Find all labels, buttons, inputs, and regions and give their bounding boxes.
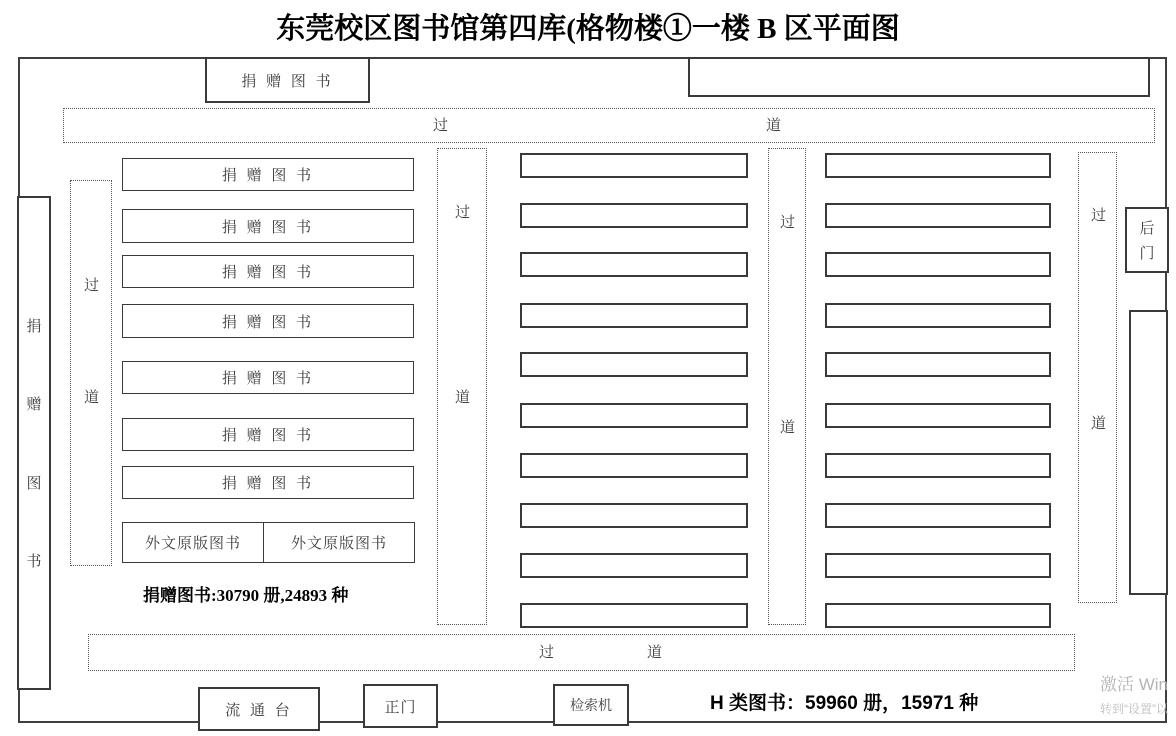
back-door-char: 后 bbox=[1139, 221, 1155, 237]
windows-activation-watermark bbox=[1100, 670, 1168, 717]
top-donation-shelf-label: 捐 赠 图 书 bbox=[241, 73, 334, 90]
bookshelf bbox=[825, 352, 1051, 377]
bookshelf bbox=[825, 603, 1051, 628]
bookshelf bbox=[520, 252, 748, 277]
top-right-shelf bbox=[688, 57, 1150, 97]
left-wall-donation-shelf bbox=[17, 196, 51, 690]
corridor-bottom bbox=[88, 634, 1075, 671]
aisle-right bbox=[1078, 152, 1117, 603]
bookshelf bbox=[520, 303, 748, 328]
aisle-left-label-guo: 过 bbox=[84, 278, 100, 294]
aisle-middle-1 bbox=[437, 148, 487, 625]
left-wall-char: 图 bbox=[26, 475, 42, 492]
corridor-bottom-label-guo: 过 bbox=[539, 645, 555, 661]
donation-shelf-label: 捐 赠 图 书 bbox=[221, 428, 315, 444]
search-machine-box bbox=[553, 684, 629, 726]
h-class-stats-text: H 类图书：59960 册，15971 种 bbox=[710, 693, 979, 714]
foreign-books-label: 外文原版图书 bbox=[144, 536, 241, 552]
bookshelf bbox=[825, 203, 1051, 228]
left-wall-char: 赠 bbox=[26, 397, 42, 414]
page-title: 东莞校区图书馆第四库(格物楼①一楼 B 区平面图 bbox=[276, 13, 900, 45]
aisle-middle-2 bbox=[768, 148, 806, 625]
aisle-left-label-dao: 道 bbox=[84, 390, 100, 406]
bookshelf bbox=[520, 153, 748, 178]
foreign-books-label: 外文原版图书 bbox=[290, 536, 387, 552]
main-gate-box bbox=[363, 684, 438, 728]
bookshelf bbox=[825, 153, 1051, 178]
donation-shelf bbox=[122, 304, 414, 338]
bookshelf bbox=[520, 203, 748, 228]
foreign-books-shelf-right bbox=[263, 522, 415, 563]
circulation-desk-label: 流 通 台 bbox=[225, 702, 293, 719]
donation-shelf bbox=[122, 255, 414, 288]
donation-stats-text: 捐赠图书:30790 册,24893 种 bbox=[143, 586, 349, 605]
bookshelf bbox=[520, 603, 748, 628]
bookshelf bbox=[520, 403, 748, 428]
left-wall-char: 书 bbox=[26, 553, 42, 570]
donation-shelf-label: 捐 赠 图 书 bbox=[221, 476, 315, 492]
donation-shelf-label: 捐 赠 图 书 bbox=[221, 168, 315, 184]
watermark-line2: 转到“设置”以 bbox=[1100, 702, 1168, 716]
bookshelf bbox=[825, 252, 1051, 277]
donation-shelf bbox=[122, 418, 414, 451]
corridor-top-label-dao: 道 bbox=[766, 118, 782, 134]
donation-shelf bbox=[122, 158, 414, 191]
corridor-top bbox=[63, 108, 1155, 143]
donation-shelf-label: 捐 赠 图 书 bbox=[221, 219, 315, 236]
aisle-left bbox=[70, 180, 112, 566]
watermark-line1: 激活 Win bbox=[1100, 675, 1168, 694]
left-wall-char: 捐 bbox=[26, 319, 42, 336]
corridor-bottom-label-dao: 道 bbox=[647, 645, 663, 661]
donation-shelf bbox=[122, 466, 414, 499]
back-door-char: 门 bbox=[1139, 246, 1155, 262]
bookshelf bbox=[825, 403, 1051, 428]
bookshelf bbox=[825, 503, 1051, 528]
donation-shelf bbox=[122, 209, 414, 243]
bookshelf bbox=[825, 553, 1051, 578]
top-donation-shelf bbox=[205, 57, 370, 103]
search-machine-label: 检索机 bbox=[570, 699, 612, 714]
bookshelf bbox=[520, 453, 748, 478]
aisle-middle-1-label-dao: 道 bbox=[455, 390, 471, 406]
aisle-right-label-guo: 过 bbox=[1091, 208, 1107, 224]
main-gate-label: 正门 bbox=[384, 699, 417, 716]
aisle-middle-2-label-dao: 道 bbox=[780, 420, 796, 436]
foreign-books-shelf-left bbox=[122, 522, 264, 563]
bookshelf bbox=[520, 352, 748, 377]
donation-shelf-label: 捐 赠 图 书 bbox=[221, 371, 315, 387]
aisle-middle-1-label-guo: 过 bbox=[455, 205, 471, 221]
bookshelf bbox=[825, 453, 1051, 478]
donation-shelf-label: 捐 赠 图 书 bbox=[221, 265, 315, 281]
right-wall-shelf bbox=[1129, 310, 1168, 595]
back-door-box bbox=[1125, 207, 1169, 273]
bookshelf bbox=[825, 303, 1051, 328]
aisle-middle-2-label-guo: 过 bbox=[780, 215, 796, 231]
donation-shelf-label: 捐 赠 图 书 bbox=[221, 314, 315, 331]
bookshelf bbox=[520, 553, 748, 578]
corridor-top-label-guo: 过 bbox=[433, 118, 449, 134]
donation-shelf bbox=[122, 361, 414, 394]
circulation-desk-box bbox=[198, 687, 320, 731]
bookshelf bbox=[520, 503, 748, 528]
aisle-right-label-dao: 道 bbox=[1091, 416, 1107, 432]
